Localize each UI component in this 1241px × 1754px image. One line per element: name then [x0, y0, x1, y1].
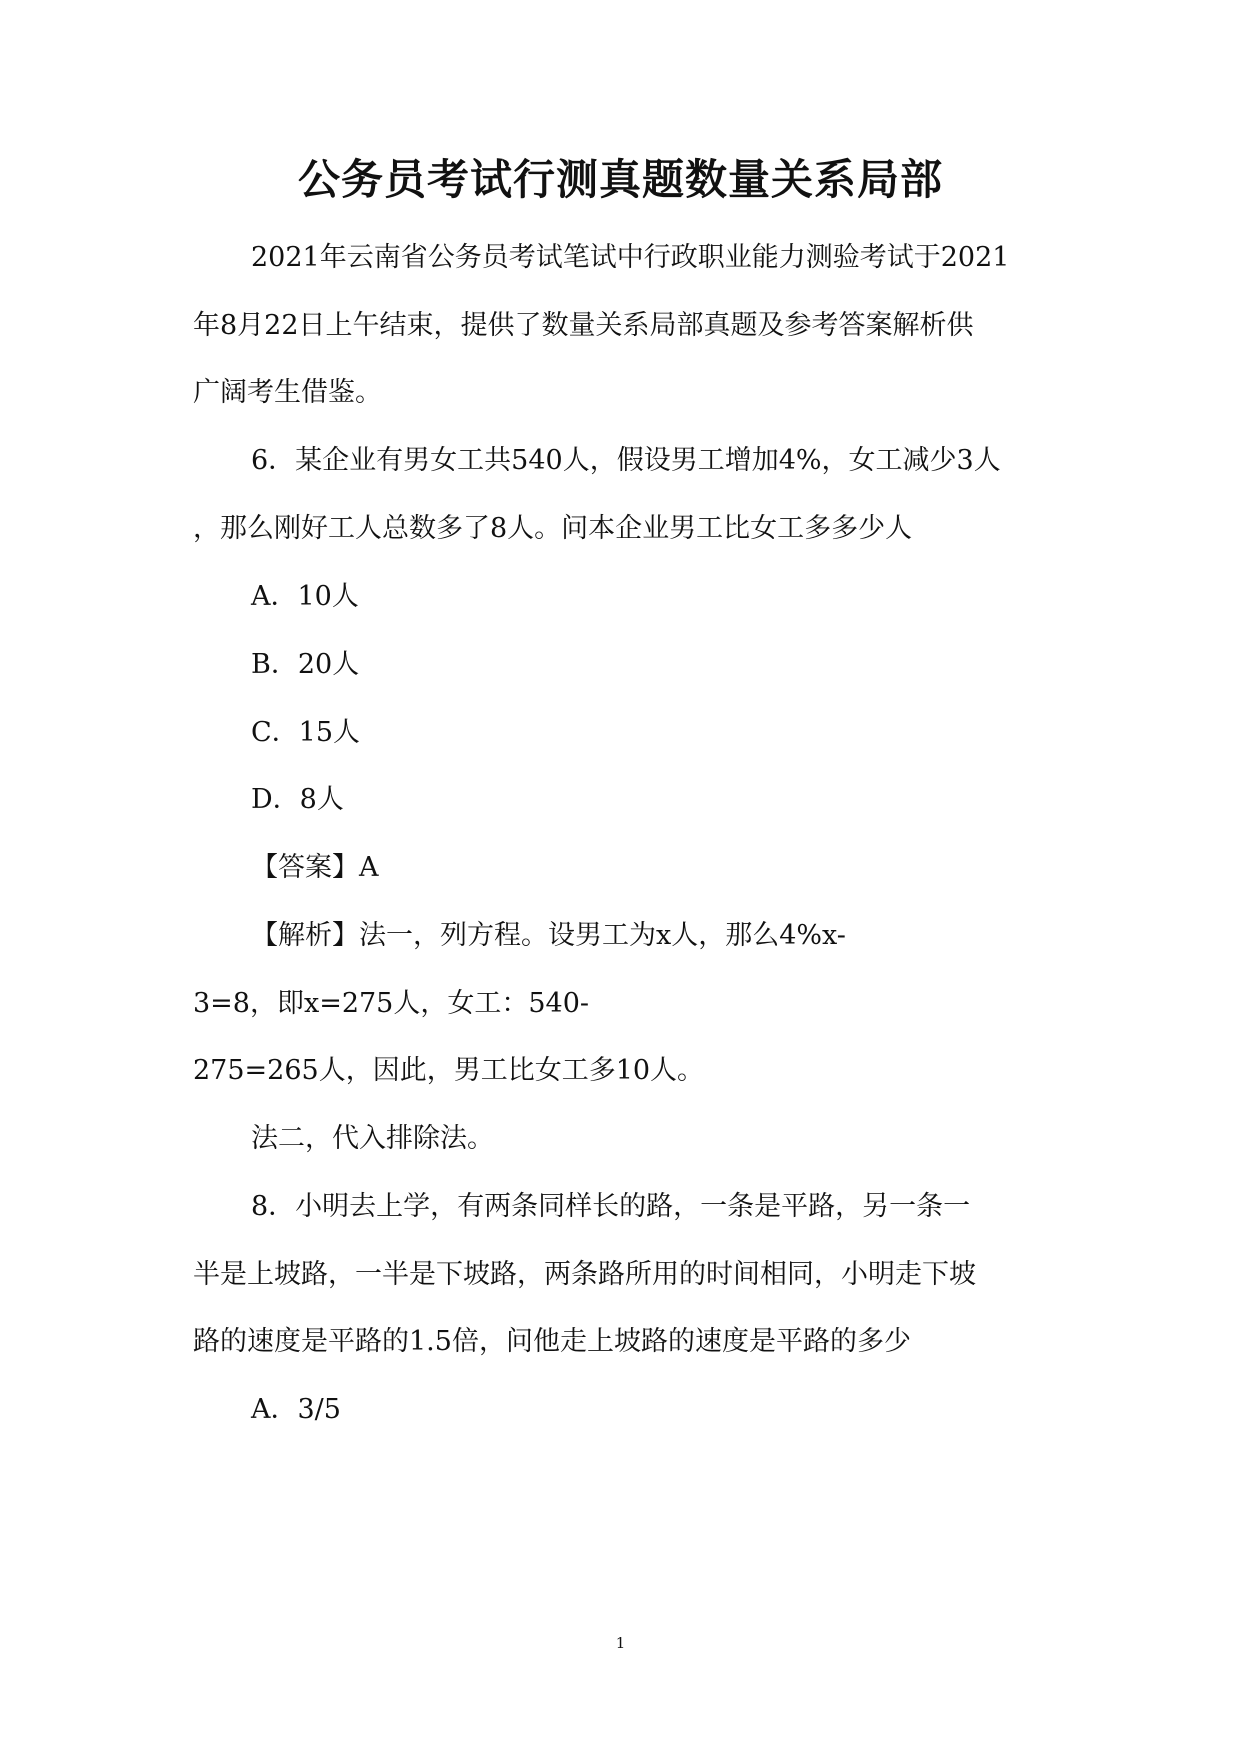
- document-title: 公务员考试行测真题数量关系局部: [297, 155, 943, 204]
- question-8-text: 8．小明去上学，有两条同样长的路，一条是平路，另一条一: [251, 1191, 971, 1222]
- question-6-analysis: 275=265人，因此，男工比女工多10人。: [193, 1055, 705, 1086]
- question-6-option-c: C．15人: [251, 717, 361, 748]
- intro-paragraph-line: 2021年云南省公务员考试笔试中行政职业能力测验考试于2021: [251, 242, 1010, 273]
- question-6-option-a: A．10人: [251, 581, 359, 612]
- question-6-text: ，那么刚好工人总数多了8人。问本企业男工比女工多多少人: [193, 513, 913, 544]
- question-6-option-d: D．8人: [251, 784, 344, 815]
- question-8-text: 路的速度是平路的1.5倍，问他走上坡路的速度是平路的多少: [193, 1326, 911, 1357]
- question-6-answer: 【答案】A: [251, 852, 379, 883]
- question-6-method-2: 法二，代入排除法。: [251, 1123, 494, 1154]
- question-6-analysis: 3=8，即x=275人，女工：540-: [193, 988, 590, 1019]
- question-8-option-a: A．3/5: [251, 1394, 341, 1425]
- question-6-text: 6．某企业有男女工共540人，假设男工增加4%，女工减少3人: [251, 445, 1001, 476]
- page-number: 1: [615, 1634, 626, 1652]
- question-6-analysis: 【解析】法一，列方程。设男工为x人，那么4%x-: [251, 920, 846, 951]
- question-8-text: 半是上坡路，一半是下坡路，两条路所用的时间相同，小明走下坡: [193, 1259, 976, 1290]
- intro-paragraph-line: 广阔考生借鉴。: [193, 377, 382, 408]
- intro-paragraph-line: 年8月22日上午结束，提供了数量关系局部真题及参考答案解析供: [193, 310, 974, 341]
- question-6-option-b: B．20人: [251, 649, 360, 680]
